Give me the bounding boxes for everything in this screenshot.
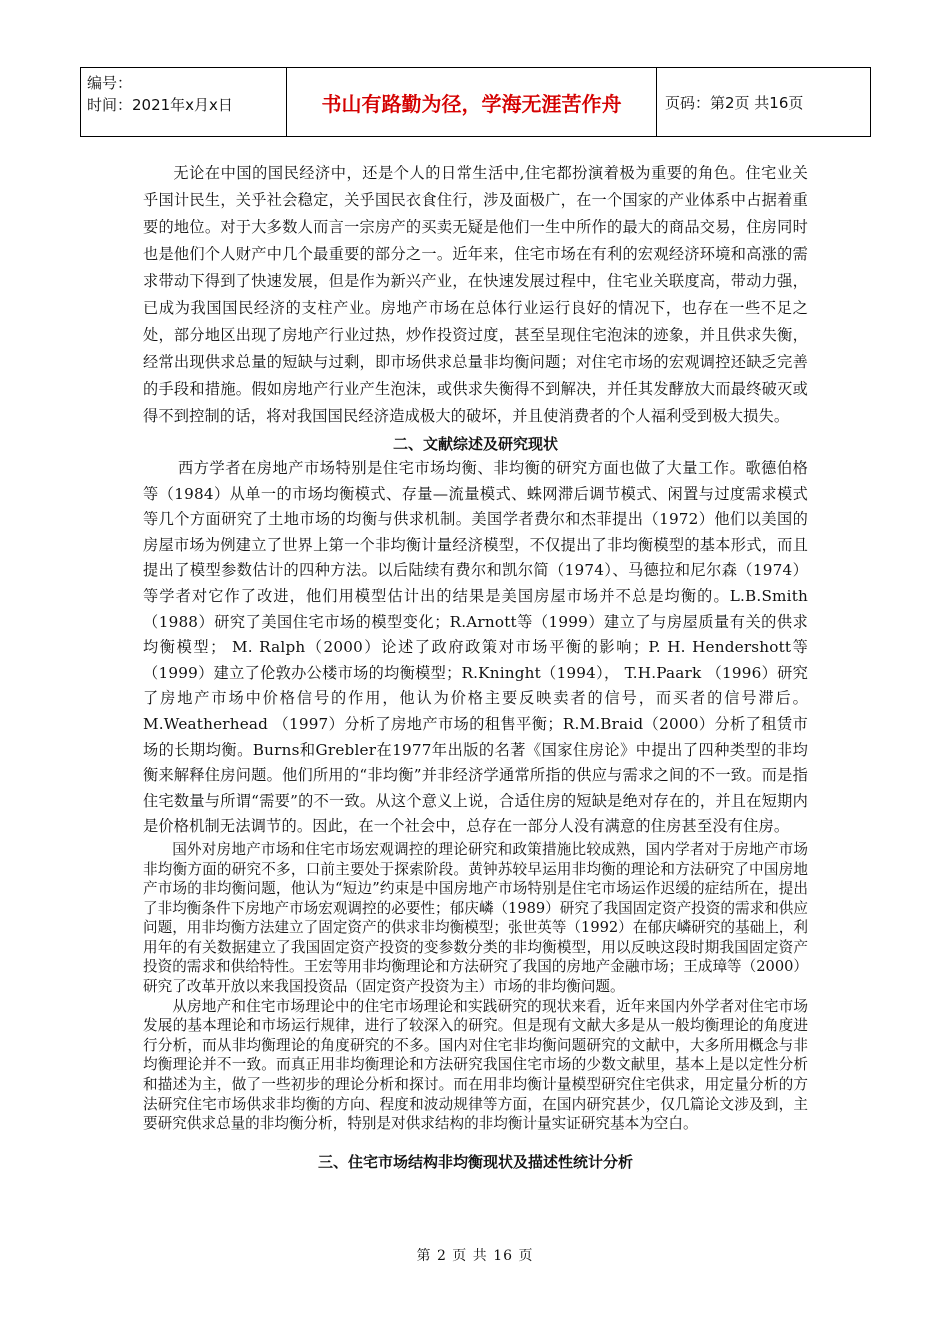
document-body bbox=[143, 160, 808, 1174]
document-number-label: 编号： bbox=[87, 74, 133, 92]
header-page-info: 页码：第2页 共16页 bbox=[665, 93, 804, 112]
page-footer: 第 2 页 共 16 页 bbox=[416, 1248, 534, 1264]
section-heading-structural-disequilibrium: 三、住宅市场结构非均衡现状及描述性统计分析 bbox=[317, 1152, 633, 1171]
header-motto: 书山有路勤为径，学海无涯苦作舟 bbox=[287, 68, 657, 136]
page-header bbox=[80, 67, 871, 137]
paragraph-research-status: 从房地产和住宅市场理论中的住宅市场理论和实践研究的现状来看，近年来国内外学者对住宅市场发展的基本理论和市场运行规律，进行了较深入的研究。但是现有文献大多是从一般均衡理论的角度进行分析，而从非均衡理论的角度研究的不多。国内对住宅非均衡问题研究的文献中，大多所用概念与非均衡理论并不一致。而真正用非均衡理论和方法研究我国住宅市场的少数文献里，基本上是以定性分析和描述为主，做了一些初步的理论分析和探讨。而在用非均衡计量模型研究住宅供求，用定量分析的方法研究住宅市场供求非均衡的方向、程度和波动规律等方面，在国内研究甚少，仅几篇论文涉及到，主要研究供求总量的非均衡分析，特别是对供求结构的非均衡计量实证研究基本为空白。 bbox=[143, 997, 808, 1133]
paragraph-intro: 无论在中国的国民经济中，还是个人的日常生活中,住宅都扮演着极为重要的角色。住宅业关乎国计民生，关乎社会稳定，关乎国民衣食住行，涉及面极广，在一个国家的产业体系中占据着重要的地位。对于大多数人而言一宗房产的买卖无疑是他们一生中所作的最大的商品交易，住房同时也是他们个人财产中几个最重要的部分之一。近年来，住宅市场在有利的宏观经济环境和高涨的需求带动下得到了快速发展，但是作为新兴产业，在快速发展过程中，住宅业关联度高，带动力强，已成为我国国民经济的支柱产业。房地产市场在总体行业运行良好的情况下，也存在一些不足之处，部分地区出现了房地产行业过热，炒作投资过度，甚至呈现住宅泡沫的迹象，并且供求失衡，经常出现供求总量的短缺与过剩，即市场供求总量非均衡问题；对住宅市场的宏观调控还缺乏完善的手段和措施。假如房地产行业产生泡沫，或供求失衡得不到解决，并任其发酵放大而最终破灭或得不到控制的话，将对我国国民经济造成极大的破坏，并且使消费者的个人福利受到极大损失。 bbox=[143, 164, 808, 425]
paragraph-domestic-research: 国外对房地产市场和住宅市场宏观调控的理论研究和政策措施比较成熟，国内学者对于房地产市场非均衡方面的研究不多，口前主要处于探索阶段。黄钟苏较早运用非均衡的理论和方法研究了中国房地产市场的非均衡问题，他认为“短边”约束是中国房地产市场特别是住宅市场运作迟缓的症结所在，提出了非均衡条件下房地产市场宏观调控的必要性；郁庆嶙（1989）研究了我国固定资产投资的需求和供应问题，用非均衡方法建立了固定资产的供求非均衡模型；张世英等（1992）在郁庆嶙研究的基础上，利用年的有关数据建立了我国固定资产投资的变参数分类的非均衡模型，用以反映这段时期我国固定资产投资的需求和供给特性。王宏等用非均衡理论和方法研究了我国的房地产金融市场；王成璋等（2000）研究了改革开放以来我国投资品（固定资产投资为主）市场的非均衡问题。 bbox=[143, 840, 808, 996]
document-time-label: 时间：2021年x月x日 bbox=[87, 96, 233, 114]
section-heading-literature-review: 二、文献综述及研究现状 bbox=[392, 435, 558, 453]
header-meta bbox=[81, 68, 287, 136]
paragraph-western-research: 西方学者在房地产市场特别是住宅市场均衡、非均衡的研究方面也做了大量工作。歌德伯格等（1984）从单一的市场均衡模式、存量—流量模式、蛛网滞后调节模式、闲置与过度需求模式等几个方面研究了土地市场的均衡与供求机制。美国学者费尔和杰菲提出（1972）他们以美国的房屋市场为例建立了世界上第一个非均衡计量经济模型，不仅提出了非均衡模型的基本形式，而且提出了模型参数估计的四种方法。以后陆续有费尔和凯尔简（1974）、马德拉和尼尔森（1974）等学者对它作了改进，他们用模型估计出的结果是美国房屋市场并不总是均衡的。L.B.Smith（1988）研究了美国住宅市场的模型变化；R.Arnott等（1999）建立了与房屋质量有关的供求均衡模型； M. Ralph（2000）论述了政府政策对市场平衡的影响；P. H. Hendershott等（1999）建立了伦敦办公楼市场的均衡模型；R.Kninght（1994）， T.H.Paark （1996）研究了房地产市场中价格信号的作用，他认为价格主要反映卖者的信号，而买者的信号滞后。M.Weatherhead （1997）分析了房地产市场的租售平衡；R.M.Braid（2000）分析了租赁市场的长期均衡。Burns和Grebler在1977年出版的名著《国家住房论》中提出了四种类型的非均衡来解释住房问题。他们所用的“非均衡”并非经济学通常所指的供应与需求之间的不一致。而是指住宅数量与所谓“需要”的不一致。从这个意义上说，合适住房的短缺是绝对存在的，并且在短期内是价格机制无法调节的。因此，在一个社会中，总存在一部分人没有满意的住房甚至没有住房。 bbox=[143, 459, 808, 836]
